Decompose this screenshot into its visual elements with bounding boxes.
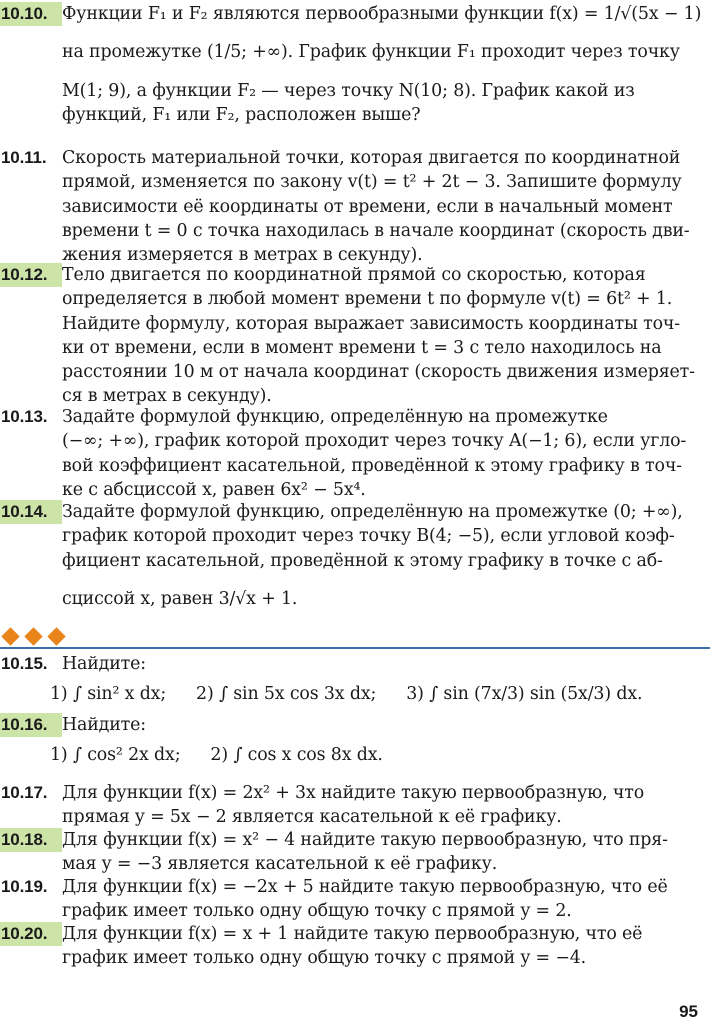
- problem-line: ки от времени, если в момент времени t = 3 с тело находилось на: [62, 337, 662, 358]
- problem-line: сциссой x, равен 3/√x + 1.: [62, 588, 298, 609]
- problem-10-15: [0, 652, 706, 707]
- problem-line: график имеет только одну общую точку с прямой y = 2.: [62, 901, 572, 922]
- problem-line: (−∞; +∞), график которой проходит через точку A(−1; 6), если угло-: [62, 431, 687, 452]
- problem-number: 10.15.: [1, 654, 48, 673]
- problem-line: Для функции f(x) = 2x² + 3x найдите такую первообразную, что: [62, 783, 645, 803]
- item: 2) ∫ cos x cos 8x dx.: [210, 745, 383, 766]
- problem-10-20: [0, 922, 706, 971]
- problem-10-11: [0, 146, 706, 267]
- problem-number: 10.17.: [1, 783, 48, 802]
- problem-line: Для функции f(x) = x + 1 найдите такую первообразную, что её: [62, 924, 643, 944]
- problem-10-17: [0, 781, 706, 830]
- problem-line: Тело двигается по координатной прямой со скоростью, которая: [62, 265, 646, 285]
- problem-line: Задайте формулой функцию, определённую на промежутке (0; +∞),: [62, 502, 683, 522]
- problem-10-18: [0, 828, 706, 877]
- problem-line: график которой проходит через точку B(4; −5), если угловой коэф-: [62, 526, 675, 547]
- problem-line: Для функции f(x) = x² − 4 найдите такую первообразную, что пря-: [62, 830, 668, 850]
- section-marker: [2, 628, 65, 645]
- problem-line: прямая y = 5x − 2 является касательной к её графику.: [62, 807, 562, 828]
- item: 2) ∫ sin 5x cos 3x dx;: [196, 684, 377, 705]
- problem-line: Задайте формулой функцию, определённую на промежутке: [62, 407, 608, 427]
- problem-10-13: [0, 405, 706, 502]
- problem-line: мая y = −3 является касательной к её графику.: [62, 854, 498, 875]
- problem-line: на промежутке (1/5; +∞). График функции F₁ проходит через точку: [62, 42, 680, 63]
- problem-10-10: [0, 2, 706, 127]
- problem-line: Найдите:: [62, 715, 146, 735]
- problem-10-12: [0, 263, 706, 409]
- problem-number: 10.10.: [0, 2, 62, 26]
- problem-line: жения измеряется в метрах в секунду).: [62, 245, 423, 266]
- problem-line: вой коэффициент касательной, проведённой к этому графику в точ-: [62, 455, 682, 476]
- problem-line: ся в метрах в секунду).: [62, 386, 272, 407]
- item: 3) ∫ sin (7x/3) sin (5x/3) dx.: [406, 684, 643, 705]
- problem-line: времени t = 0 с точка находилась в начале координат (скорость дви-: [62, 220, 690, 241]
- item: 1) ∫ cos² 2x dx;: [50, 745, 181, 766]
- problem-line: Функции F₁ и F₂ являются первообразными функции f(x) = 1/√(5x − 1): [62, 4, 702, 24]
- problem-10-16: [0, 713, 706, 768]
- item-row: [50, 682, 706, 706]
- problem-number: 10.13.: [1, 407, 48, 426]
- problem-number: 10.12.: [0, 263, 62, 287]
- item-row: [50, 743, 706, 767]
- problem-line: Для функции f(x) = −2x + 5 найдите такую первообразную, что её: [62, 877, 668, 897]
- problem-line: зависимости её координаты от времени, если в начальный момент: [62, 196, 673, 217]
- problem-line: расстоянии 10 м от начала координат (скорость движения измеряет-: [62, 362, 695, 383]
- section-divider: [0, 647, 710, 649]
- problem-line: прямой, изменяется по закону v(t) = t² + 2t − 3. Запишите формулу: [62, 172, 682, 193]
- problem-number: 10.19.: [1, 877, 48, 896]
- problem-number: 10.14.: [0, 500, 62, 524]
- diamond-icon: [47, 627, 65, 645]
- problem-number: 10.16.: [0, 713, 62, 737]
- problem-10-19: [0, 875, 706, 924]
- item: 1) ∫ sin² x dx;: [50, 684, 167, 705]
- problem-number: 10.20.: [0, 922, 62, 946]
- problem-line: Скорость материальной точки, которая двигается по координатной: [62, 148, 681, 168]
- problem-line: функций, F₁ или F₂, расположен выше?: [62, 104, 421, 125]
- problem-number: 10.11.: [1, 148, 47, 167]
- problem-line: определяется в любой момент времени t по формуле v(t) = 6t² + 1.: [62, 289, 673, 310]
- problem-line: фициент касательной, проведённой к этому графику в точке с аб-: [62, 550, 663, 571]
- diamond-icon: [1, 627, 19, 645]
- page-number: 95: [679, 1002, 698, 1021]
- problem-line: график имеет только одну общую точку с прямой y = −4.: [62, 948, 587, 969]
- problem-number: 10.18.: [0, 828, 62, 852]
- problem-line: M(1; 9), а функции F₂ — через точку N(10; 8). График какой из: [62, 80, 635, 101]
- problem-line: Найдите формулу, которая выражает зависимость координаты точ-: [62, 313, 680, 334]
- problem-line: Найдите:: [62, 654, 146, 674]
- diamond-icon: [24, 627, 42, 645]
- problem-line: ке с абсциссой x, равен 6x² − 5x⁴.: [62, 479, 366, 500]
- problem-10-14: [0, 500, 706, 611]
